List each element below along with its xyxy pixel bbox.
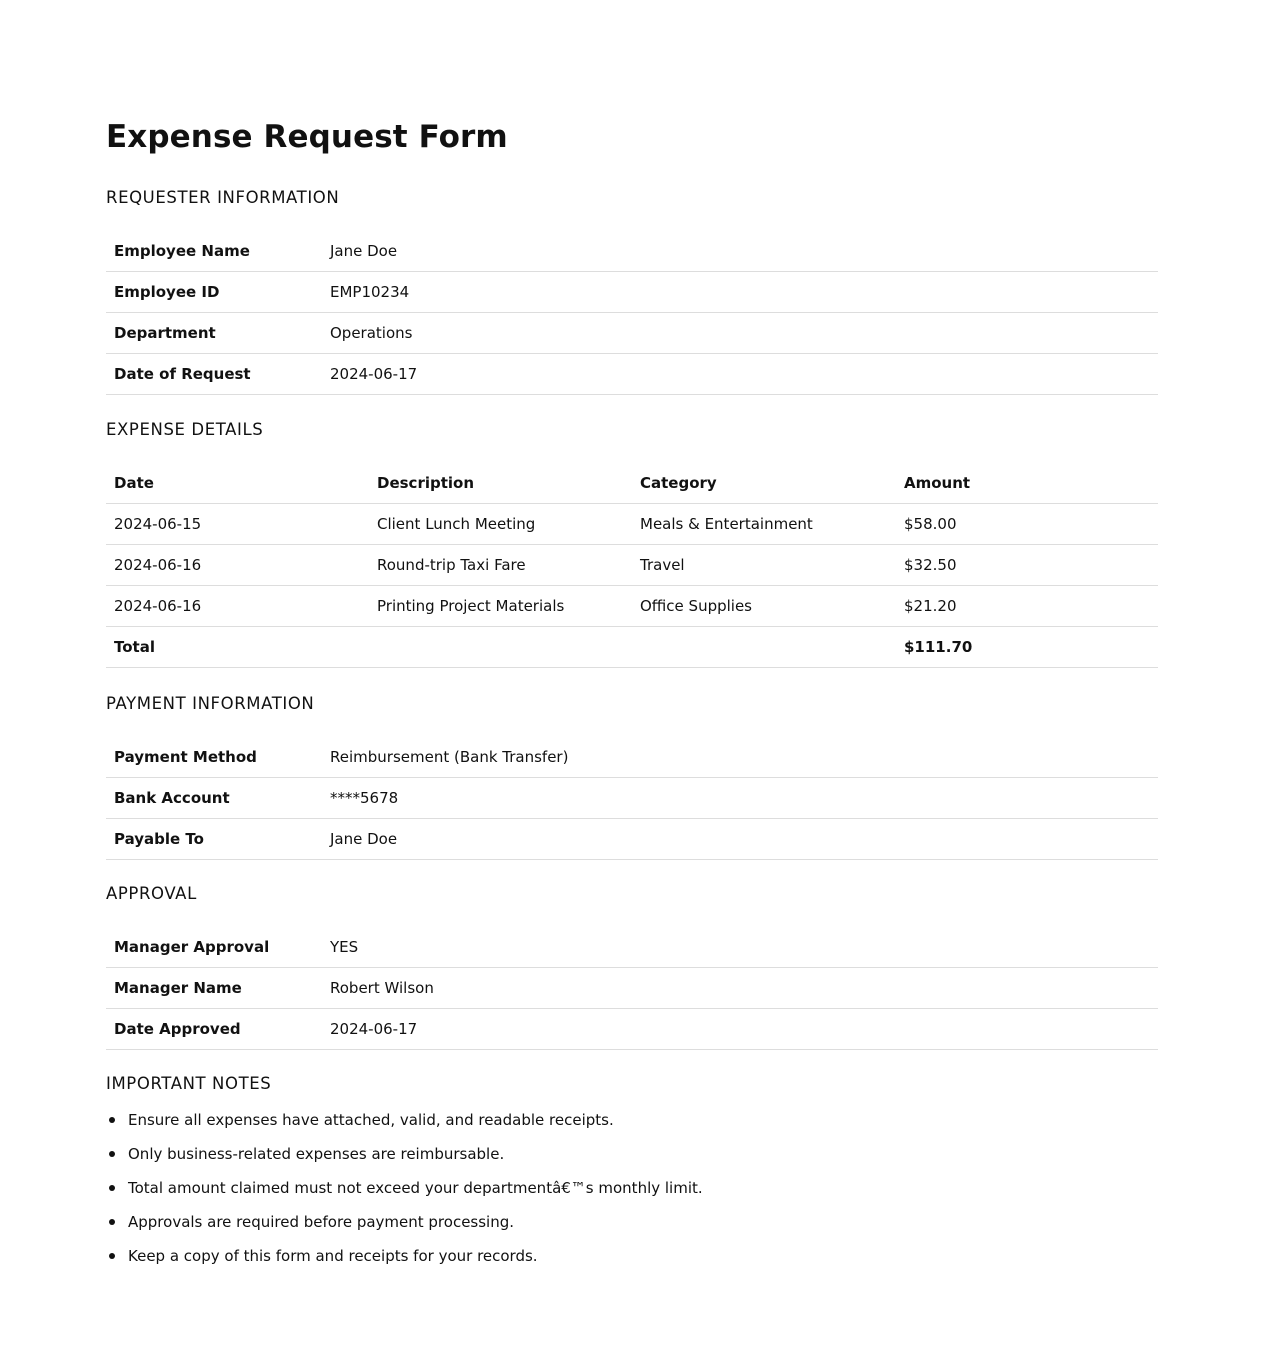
field-value: ****5678 xyxy=(322,777,1158,818)
payment-table xyxy=(106,737,1158,860)
bullet-icon xyxy=(109,1253,115,1259)
field-label: Date of Request xyxy=(106,353,322,394)
field-label: Payment Method xyxy=(106,737,322,777)
notes-heading: IMPORTANT NOTES xyxy=(106,1074,272,1093)
approval-table xyxy=(106,927,1158,1050)
note-text: Only business-related expenses are reimbursable. xyxy=(128,1145,505,1163)
expense-description: Client Lunch Meeting xyxy=(369,503,632,544)
payment-section xyxy=(106,693,1158,860)
field-value: 2024-06-17 xyxy=(322,353,1158,394)
list-item xyxy=(128,1211,1158,1233)
expense-amount: $21.20 xyxy=(896,585,1158,626)
expense-table xyxy=(106,463,1158,668)
bullet-icon xyxy=(109,1151,115,1157)
table-row xyxy=(106,353,1158,394)
total-label: Total xyxy=(106,626,369,667)
table-row xyxy=(106,737,1158,777)
field-label: Manager Approval xyxy=(106,927,322,967)
list-item xyxy=(128,1143,1158,1165)
field-label: Department xyxy=(106,312,322,353)
expense-section xyxy=(106,419,1158,668)
expense-category: Travel xyxy=(632,544,896,585)
bullet-icon xyxy=(109,1219,115,1225)
expense-amount: $58.00 xyxy=(896,503,1158,544)
expense-description: Round-trip Taxi Fare xyxy=(369,544,632,585)
field-label: Employee ID xyxy=(106,271,322,312)
table-row xyxy=(106,967,1158,1008)
column-header-amount: Amount xyxy=(896,463,1158,503)
expense-date: 2024-06-16 xyxy=(106,585,369,626)
table-row xyxy=(106,544,1158,585)
list-item xyxy=(128,1109,1158,1131)
expense-category: Meals & Entertainment xyxy=(632,503,896,544)
requester-table xyxy=(106,231,1158,395)
expense-description: Printing Project Materials xyxy=(369,585,632,626)
table-row xyxy=(106,312,1158,353)
note-text: Approvals are required before payment processing. xyxy=(128,1213,515,1231)
field-value: Robert Wilson xyxy=(322,967,1158,1008)
expense-date: 2024-06-16 xyxy=(106,544,369,585)
table-row xyxy=(106,585,1158,626)
note-text: Ensure all expenses have attached, valid, and readable receipts. xyxy=(128,1111,614,1129)
field-value: Reimbursement (Bank Transfer) xyxy=(322,737,1158,777)
requester-heading: REQUESTER INFORMATION xyxy=(106,188,340,207)
field-value: EMP10234 xyxy=(322,271,1158,312)
bullet-icon xyxy=(109,1117,115,1123)
table-row xyxy=(106,927,1158,967)
field-value: Operations xyxy=(322,312,1158,353)
note-text: Keep a copy of this form and receipts for your records. xyxy=(128,1247,538,1265)
approval-section xyxy=(106,883,1158,1050)
bullet-icon xyxy=(109,1185,115,1191)
field-label: Manager Name xyxy=(106,967,322,1008)
field-value: YES xyxy=(322,927,1158,967)
table-row xyxy=(106,777,1158,818)
notes-list xyxy=(106,1109,1158,1267)
payment-heading: PAYMENT INFORMATION xyxy=(106,694,315,713)
table-row xyxy=(106,1008,1158,1049)
table-row xyxy=(106,503,1158,544)
column-header-category: Category xyxy=(632,463,896,503)
column-header-date: Date xyxy=(106,463,369,503)
total-amount: $111.70 xyxy=(896,626,1158,667)
column-header-description: Description xyxy=(369,463,632,503)
table-row xyxy=(106,271,1158,312)
field-label: Employee Name xyxy=(106,231,322,271)
list-item xyxy=(128,1245,1158,1267)
expense-heading: EXPENSE DETAILS xyxy=(106,420,264,439)
field-label: Payable To xyxy=(106,818,322,859)
empty-cell xyxy=(632,626,896,667)
table-header-row xyxy=(106,463,1158,503)
field-label: Bank Account xyxy=(106,777,322,818)
total-row xyxy=(106,626,1158,667)
notes-section xyxy=(106,1073,1158,1279)
expense-category: Office Supplies xyxy=(632,585,896,626)
field-label: Date Approved xyxy=(106,1008,322,1049)
empty-cell xyxy=(369,626,632,667)
approval-heading: APPROVAL xyxy=(106,884,197,903)
requester-section xyxy=(106,187,1158,395)
expense-date: 2024-06-15 xyxy=(106,503,369,544)
field-value: 2024-06-17 xyxy=(322,1008,1158,1049)
table-row xyxy=(106,818,1158,859)
note-text: Total amount claimed must not exceed your departmentâ€™s monthly limit. xyxy=(128,1179,703,1197)
page-title: Expense Request Form xyxy=(106,119,508,155)
expense-amount: $32.50 xyxy=(896,544,1158,585)
table-row xyxy=(106,231,1158,271)
field-value: Jane Doe xyxy=(322,231,1158,271)
field-value: Jane Doe xyxy=(322,818,1158,859)
list-item xyxy=(128,1177,1158,1199)
